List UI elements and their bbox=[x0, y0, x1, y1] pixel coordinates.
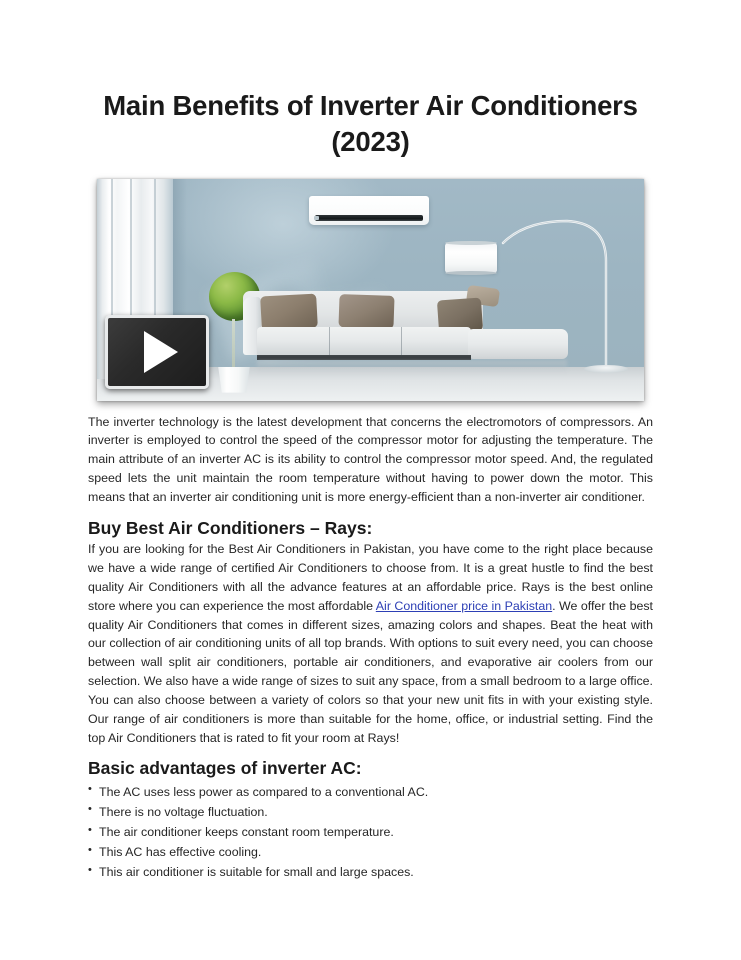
intro-paragraph: The inverter technology is the latest development that concerns the electromotors of compressors. An inverter is employed to control the speed of the compressor motor for adjusting the temperature. The main attribute of an inverter AC is its ability to control the compressor motor speed. And, the regulated speed lets the unit maintain the room temperature without having to power down the motor. This means that an inverter air conditioning unit is more energy-efficient than a non-inverter air conditioner. bbox=[88, 414, 653, 504]
air-conditioner-price-link[interactable]: Air Conditioner price in Pakistan bbox=[375, 598, 553, 613]
document-body bbox=[0, 401, 741, 883]
list-item: • The AC uses less power as compared to a conventional AC. bbox=[88, 782, 653, 802]
wall-mounted-ac-icon bbox=[309, 196, 429, 225]
sofa-chaise bbox=[468, 329, 568, 359]
hero-media-block bbox=[97, 179, 644, 401]
page-title: Main Benefits of Inverter Air Conditioners (2023) bbox=[103, 90, 638, 158]
ac-indicator-led bbox=[314, 216, 319, 220]
list-item: • This air conditioner is suitable for small and large spaces. bbox=[88, 862, 653, 882]
section-heading-buy-best: Buy Best Air Conditioners – Rays: bbox=[88, 517, 373, 538]
floor-reflection bbox=[257, 360, 567, 374]
lamp-base bbox=[584, 365, 628, 373]
sofa-cushion bbox=[260, 293, 318, 330]
sofa-seat-divider bbox=[401, 327, 402, 357]
paragraph-text-after-link: . We offer the best quality Air Conditioners that comes in different sizes, amazing colors and shapes. Beat the heat with our collection of air conditioning units of all top brands. With options to suit every need, you can choose between wall split air conditioners, portable air conditioners, and evaporative air coolers from our selection. We also have a wide range of sizes to suit any space, from a small bedroom to a large office. You can also choose between a variety of colors so that your new unit fits in with your existing style. Our range of air conditioners is more than suitable for the home, office, or industrial setting. Find the top Air Conditioners that is rated to fit your room at Rays! bbox=[88, 598, 653, 745]
ac-vent bbox=[315, 215, 423, 221]
sofa-cushion bbox=[338, 294, 394, 329]
lamp-shade-icon bbox=[445, 243, 497, 273]
sectional-sofa bbox=[243, 291, 575, 377]
advantages-list bbox=[88, 782, 653, 882]
paragraph-text-before-link: If you are looking for the Best Air Conditioners in Pakistan, you have come to the right place because we have a wide range of certified Air Conditioners to choose from. It is a great hustle to find the best quality Air Conditioners with all the advance features at an affordable price. Rays is the best online store where you can experience the most affordable bbox=[88, 542, 653, 613]
play-icon bbox=[144, 331, 178, 373]
section-heading-basic-advantages: Basic advantages of inverter AC: bbox=[88, 758, 362, 779]
sofa-seat-divider bbox=[329, 327, 330, 357]
sofa-seat bbox=[257, 327, 471, 357]
list-item: • There is no voltage fluctuation. bbox=[88, 802, 653, 822]
list-item: • The air conditioner keeps constant room temperature. bbox=[88, 822, 653, 842]
plant-stem bbox=[232, 319, 235, 371]
section-paragraph-buy-best bbox=[88, 540, 653, 747]
play-button[interactable] bbox=[105, 315, 209, 389]
list-item: • This AC has effective cooling. bbox=[88, 842, 653, 862]
